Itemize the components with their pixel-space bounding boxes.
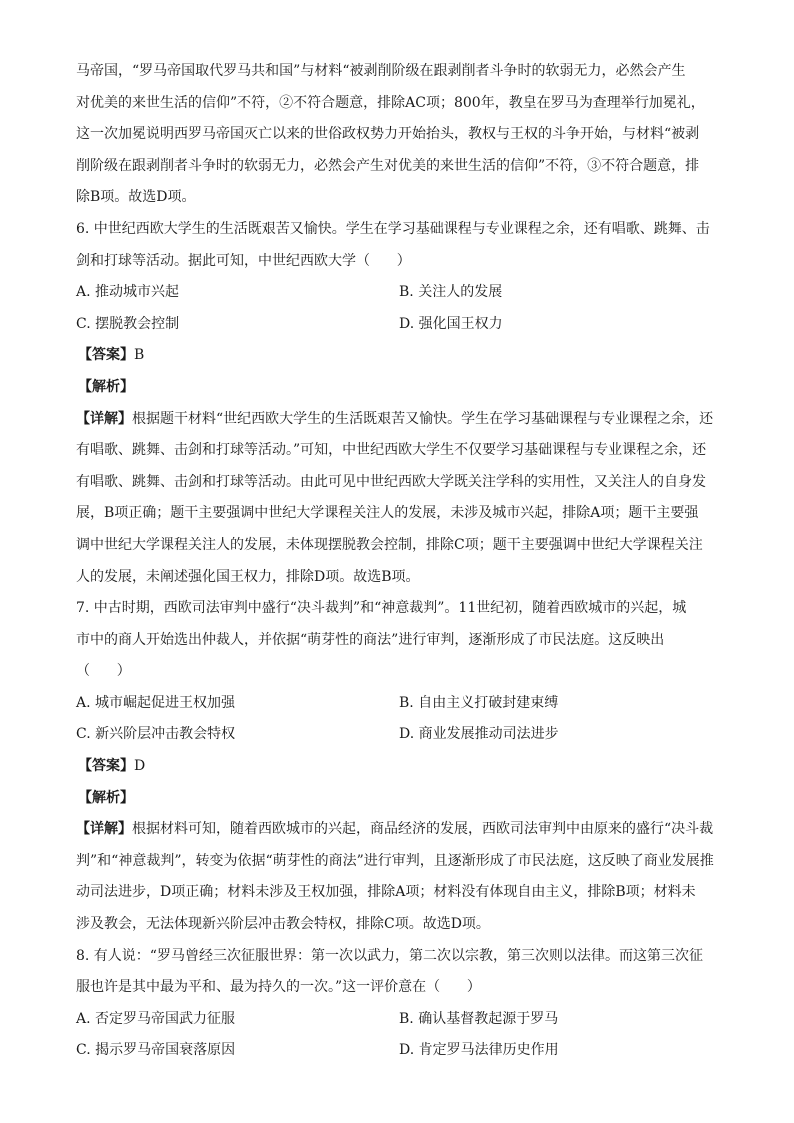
options-grid xyxy=(76,688,718,751)
detail-line: 有唱歌、跳舞、击剑和打球等活动。由此可见中世纪西欧大学既关注学科的实用性，又关注人的自身发 xyxy=(76,473,706,490)
options-grid xyxy=(76,277,718,340)
detail-line xyxy=(76,814,718,846)
answer-tag: 【答案】 xyxy=(78,347,134,364)
option-c: C. 新兴阶层冲击教会特权 xyxy=(76,726,236,743)
text-line: 削阶级在跟剥削者斗争时的软弱无力，必然会产生对优美的来世生活的信仰”不符，③不符合题意，排 xyxy=(76,157,700,174)
answer-tag: 【答案】 xyxy=(78,758,134,775)
detail-tag: 【详解】 xyxy=(76,410,132,427)
question-stem-line: 服也许是其中最为平和、最为持久的一次。”这一评价意在（ ） xyxy=(76,979,481,996)
options-grid xyxy=(76,1004,718,1067)
detail-line: 有唱歌、跳舞、击剑和打球等活动。”可知，中世纪西欧大学生不仅要学习基础课程与专业课程之余，还 xyxy=(76,442,707,459)
question-6 xyxy=(76,214,718,593)
detail-text: 根据材料可知，随着西欧城市的兴起，商品经济的发展，西欧司法审判中由原来的盛行“决斗裁 xyxy=(132,821,714,838)
option-c: C. 揭示罗马帝国衰落原因 xyxy=(76,1042,236,1059)
option-d: D. 强化国王权力 xyxy=(399,315,503,332)
detail-line: 展，B项正确；题干主要强调中世纪大学课程关注人的发展，未涉及城市兴起，排除A项；题干主要强 xyxy=(76,505,699,522)
analysis-tag: 【解析】 xyxy=(78,789,134,806)
question-7 xyxy=(76,593,718,941)
prev-explanation-tail xyxy=(76,56,718,214)
option-b: B. 关注人的发展 xyxy=(399,284,503,301)
option-a: A. 城市崛起促进王权加强 xyxy=(76,694,236,711)
question-stem-line: 市中的商人开始选出仲裁人，并依据“萌芽性的商法”进行审判，逐渐形成了市民法庭。这反映出 xyxy=(76,631,665,648)
detail-line: 调中世纪大学课程关注人的发展，未体现摆脱教会控制，排除C项；题干主要强调中世纪大学课程关注 xyxy=(76,536,703,553)
answer-value: D xyxy=(134,758,146,775)
detail-line: 涉及教会，无法体现新兴阶层冲击教会特权，排除C项。故选D项。 xyxy=(76,916,490,933)
option-a: A. 否定罗马帝国武力征服 xyxy=(76,1010,236,1027)
document-page xyxy=(76,56,718,1067)
analysis-line xyxy=(76,783,718,815)
option-b: B. 确认基督教起源于罗马 xyxy=(399,1010,559,1027)
option-d: D. 肯定罗马法律历史作用 xyxy=(399,1042,559,1059)
option-b: B. 自由主义打破封建束缚 xyxy=(399,694,559,711)
text-line: 除B项。故选D项。 xyxy=(76,189,196,206)
question-stem-line: 剑和打球等活动。据此可知，中世纪西欧大学（ ） xyxy=(76,252,411,269)
detail-line xyxy=(76,404,718,436)
question-stem-line: 6. 中世纪西欧大学生的生活既艰苦又愉快。学生在学习基础课程与专业课程之余，还有唱歌、跳舞、击 xyxy=(76,220,710,237)
text-line: 这一次加冕说明西罗马帝国灭亡以来的世俗政权势力开始抬头，教权与王权的斗争开始，与材料“被剥 xyxy=(76,126,700,143)
question-stem-line: 8. 有人说：“罗马曾经三次征服世界：第一次以武力，第二次以宗教，第三次则以法律。而这第三次征 xyxy=(76,947,703,964)
answer-line xyxy=(76,340,718,372)
detail-tag: 【详解】 xyxy=(76,821,132,838)
option-c: C. 摆脱教会控制 xyxy=(76,315,180,332)
detail-line: 动司法进步，D项正确；材料未涉及王权加强，排除A项；材料没有体现自由主义，排除B项；材料未 xyxy=(76,884,696,901)
text-line: 对优美的来世生活的信仰”不符，②不符合题意，排除AC项；800年，教皇在罗马为查理举行加冕礼， xyxy=(76,94,705,111)
answer-value: B xyxy=(134,347,145,364)
detail-line: 判”和“神意裁判”，转变为依据“萌芽性的商法”进行审判，且逐渐形成了市民法庭，这反映了商业发展推 xyxy=(76,852,714,869)
detail-text: 根据题干材料“世纪西欧大学生的生活既艰苦又愉快。学生在学习基础课程与专业课程之余，还 xyxy=(132,410,714,427)
analysis-line xyxy=(76,372,718,404)
option-a: A. 推动城市兴起 xyxy=(76,284,180,301)
detail-line: 人的发展，未阐述强化国王权力，排除D项。故选B项。 xyxy=(76,568,420,585)
option-d: D. 商业发展推动司法进步 xyxy=(399,726,559,743)
question-stem-line: 7. 中古时期，西欧司法审判中盛行“决斗裁判”和“神意裁判”。11世纪初，随着西欧城市的兴起，城 xyxy=(76,600,687,617)
text-line: 马帝国，“罗马帝国取代罗马共和国”与材料“被剥削阶级在跟剥削者斗争时的软弱无力，必然会产生 xyxy=(76,63,686,79)
analysis-tag: 【解析】 xyxy=(78,378,134,395)
question-8 xyxy=(76,941,718,1067)
question-stem-line: （ ） xyxy=(76,663,131,680)
answer-line xyxy=(76,751,718,783)
